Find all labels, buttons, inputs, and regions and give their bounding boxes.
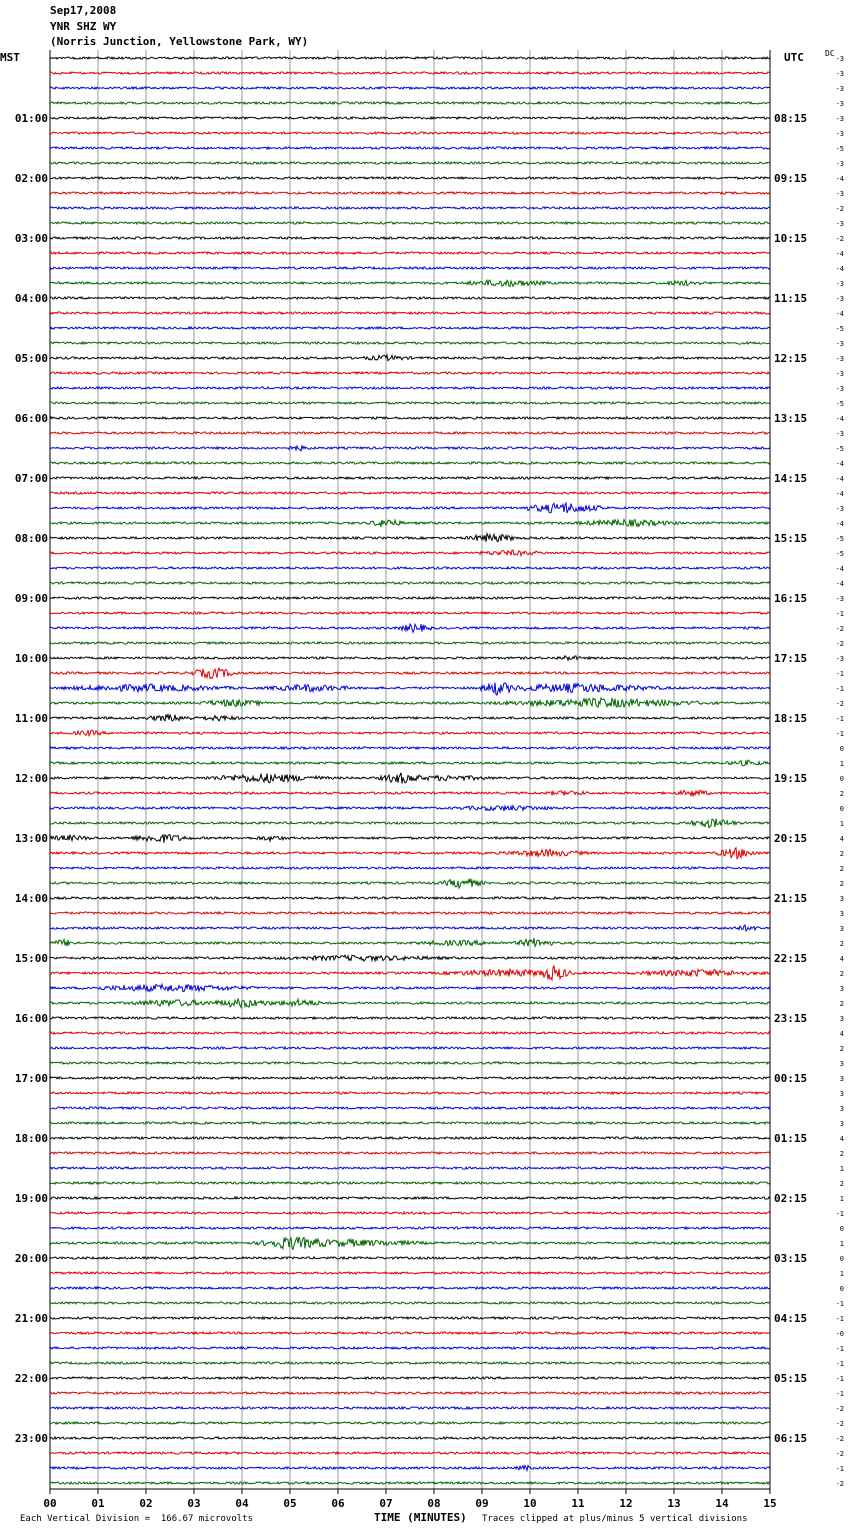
dc-offset-label: -3 — [835, 220, 844, 228]
dc-offset-label: -3 — [835, 355, 844, 363]
trace-12 — [50, 237, 770, 239]
trace-16 — [50, 297, 770, 299]
dc-offset-label: 3 — [839, 1090, 844, 1098]
trace-1 — [50, 72, 770, 74]
dc-offset-label: -3 — [835, 115, 844, 123]
trace-26 — [50, 445, 770, 451]
dc-offset-label: -5 — [835, 535, 844, 543]
dc-offset-label: -1 — [835, 1300, 844, 1308]
right-hour-label: 17:15 — [774, 652, 808, 665]
dc-offset-label: -3 — [835, 70, 844, 78]
left-hour-label: 13:00 — [14, 832, 48, 845]
dc-offset-label: -0 — [835, 1330, 844, 1338]
right-hour-label: 05:15 — [774, 1372, 808, 1385]
dc-offset-label: -4 — [835, 490, 844, 498]
dc-offset-label: -3 — [835, 55, 844, 63]
x-tick-label: 13 — [667, 1497, 681, 1510]
left-hour-label: 08:00 — [14, 532, 48, 545]
trace-86 — [50, 1347, 770, 1349]
plot-date: Sep17,2008 — [50, 4, 117, 17]
trace-18 — [50, 327, 770, 329]
trace-81 — [50, 1272, 770, 1274]
trace-40 — [50, 656, 770, 660]
right-hour-label: 11:15 — [774, 292, 808, 305]
dc-offset-label: -5 — [835, 145, 844, 153]
trace-56 — [50, 897, 770, 899]
left-hour-label: 05:00 — [14, 352, 48, 365]
dc-offset-label: -4 — [835, 475, 844, 483]
left-hour-label: 19:00 — [14, 1192, 48, 1205]
dc-offset-label: 1 — [839, 1165, 844, 1173]
trace-7 — [50, 162, 770, 164]
trace-28 — [50, 477, 770, 479]
left-hour-label: 14:00 — [14, 892, 48, 905]
dc-offset-label: -1 — [835, 610, 844, 618]
trace-59 — [50, 938, 770, 946]
trace-4 — [50, 117, 770, 119]
trace-39 — [50, 642, 770, 644]
right-hour-label: 14:15 — [774, 472, 808, 485]
trace-30 — [50, 503, 770, 513]
x-tick-label: 02 — [139, 1497, 153, 1510]
dc-offset-label: 3 — [839, 895, 844, 903]
trace-32 — [50, 534, 770, 542]
trace-85 — [50, 1332, 770, 1334]
trace-10 — [50, 207, 770, 209]
trace-11 — [50, 222, 770, 224]
left-hour-labels — [15, 112, 48, 1445]
left-hour-label: 01:00 — [14, 112, 48, 125]
left-hour-label: 22:00 — [14, 1372, 48, 1385]
dc-offset-label: -4 — [835, 460, 844, 468]
right-hour-label: 15:15 — [774, 532, 808, 545]
trace-45 — [50, 730, 770, 735]
dc-offset-label: 2 — [839, 1000, 844, 1008]
dc-offset-label: 2 — [839, 970, 844, 978]
trace-77 — [50, 1212, 770, 1214]
x-tick-label: 08 — [427, 1497, 441, 1510]
dc-offset-labels — [836, 55, 844, 1488]
trace-25 — [50, 432, 770, 434]
dc-offset-label: -4 — [835, 580, 844, 588]
trace-69 — [50, 1092, 770, 1094]
x-tick-label: 04 — [235, 1497, 249, 1510]
dc-offset-label: -2 — [835, 1450, 844, 1458]
trace-89 — [50, 1392, 770, 1394]
left-hour-label: 03:00 — [14, 232, 48, 245]
dc-offset-label: 0 — [839, 1225, 844, 1233]
trace-48 — [50, 773, 770, 784]
dc-offset-label: 2 — [839, 1150, 844, 1158]
dc-offset-label: -1 — [835, 1345, 844, 1353]
dc-offset-label: -5 — [835, 400, 844, 408]
dc-offset-label: 1 — [839, 760, 844, 768]
left-hour-label: 11:00 — [14, 712, 48, 725]
dc-offset-label: 1 — [839, 1240, 844, 1248]
dc-offset-label: 2 — [839, 1045, 844, 1053]
dc-offset-label: 1 — [839, 1270, 844, 1278]
dc-offset-label: -3 — [835, 280, 844, 288]
trace-60 — [50, 955, 770, 961]
left-hour-label: 02:00 — [14, 172, 48, 185]
dc-offset-label: -2 — [835, 1405, 844, 1413]
dc-offset-label: 2 — [839, 790, 844, 798]
trace-37 — [50, 612, 770, 614]
dc-offset-label: -5 — [835, 325, 844, 333]
x-tick-label: 05 — [283, 1497, 297, 1510]
left-hour-label: 18:00 — [14, 1132, 48, 1145]
left-hour-label: 07:00 — [14, 472, 48, 485]
trace-29 — [50, 492, 770, 494]
x-tick-label: 00 — [43, 1497, 57, 1510]
trace-65 — [50, 1032, 770, 1034]
dc-offset-label: -2 — [835, 625, 844, 633]
x-tick-label: 06 — [331, 1497, 345, 1510]
right-timezone-label: UTC — [784, 51, 804, 64]
x-tick-label: 10 — [523, 1497, 537, 1510]
trace-66 — [50, 1047, 770, 1049]
trace-46 — [50, 747, 770, 749]
dc-offset-label: 3 — [839, 1060, 844, 1068]
right-hour-label: 00:15 — [774, 1072, 808, 1085]
trace-13 — [50, 252, 770, 254]
dc-offset-label: 3 — [839, 910, 844, 918]
dc-offset-label: -4 — [835, 565, 844, 573]
dc-offset-label: 3 — [839, 1120, 844, 1128]
dc-offset-label: 3 — [839, 1105, 844, 1113]
dc-column-label: DC — [825, 49, 835, 58]
trace-80 — [50, 1257, 770, 1259]
trace-20 — [50, 355, 770, 360]
right-hour-label: 13:15 — [774, 412, 808, 425]
trace-23 — [50, 402, 770, 404]
x-tick-label: 12 — [619, 1497, 633, 1510]
trace-9 — [50, 192, 770, 194]
trace-52 — [50, 834, 770, 842]
dc-offset-label: 0 — [839, 805, 844, 813]
trace-53 — [50, 848, 770, 859]
left-hour-label: 15:00 — [14, 952, 48, 965]
dc-offset-label: -3 — [835, 295, 844, 303]
left-timezone-label: MST — [0, 51, 20, 64]
trace-54 — [50, 867, 770, 869]
dc-offset-label: -3 — [835, 430, 844, 438]
left-hour-label: 04:00 — [14, 292, 48, 305]
dc-offset-label: 1 — [839, 820, 844, 828]
dc-offset-label: 2 — [839, 1180, 844, 1188]
right-hour-label: 22:15 — [774, 952, 808, 965]
scale-note: Each Vertical Division = 166.67 microvolts — [20, 1514, 253, 1524]
trace-78 — [50, 1227, 770, 1229]
dc-offset-label: 2 — [839, 940, 844, 948]
left-hour-label: 16:00 — [14, 1012, 48, 1025]
trace-72 — [50, 1137, 770, 1139]
trace-84 — [50, 1317, 770, 1319]
seismic-traces — [50, 57, 770, 1484]
dc-offset-label: 0 — [839, 1255, 844, 1263]
trace-79 — [50, 1237, 770, 1249]
dc-offset-label: -2 — [835, 1480, 844, 1488]
trace-22 — [50, 387, 770, 389]
trace-63 — [50, 998, 770, 1007]
x-tick-label: 11 — [571, 1497, 585, 1510]
right-hour-label: 03:15 — [774, 1252, 808, 1265]
dc-offset-label: 3 — [839, 925, 844, 933]
trace-73 — [50, 1152, 770, 1154]
dc-offset-label: -2 — [835, 640, 844, 648]
trace-5 — [50, 132, 770, 134]
dc-offset-label: -3 — [835, 85, 844, 93]
trace-31 — [50, 519, 770, 527]
dc-offset-label: -4 — [835, 250, 844, 258]
right-hour-label: 20:15 — [774, 832, 808, 845]
dc-offset-label: -3 — [835, 160, 844, 168]
right-hour-label: 18:15 — [774, 712, 808, 725]
left-hour-label: 17:00 — [14, 1072, 48, 1085]
dc-offset-label: -2 — [835, 1420, 844, 1428]
dc-offset-label: -5 — [835, 445, 844, 453]
dc-offset-label: -4 — [835, 520, 844, 528]
trace-82 — [50, 1287, 770, 1289]
trace-33 — [50, 550, 770, 555]
x-tick-label: 01 — [91, 1497, 105, 1510]
right-hour-labels — [774, 112, 807, 1445]
trace-36 — [50, 597, 770, 599]
trace-74 — [50, 1167, 770, 1169]
trace-19 — [50, 342, 770, 344]
right-hour-label: 23:15 — [774, 1012, 808, 1025]
dc-offset-label: 4 — [839, 1030, 844, 1038]
dc-offset-label: -3 — [835, 595, 844, 603]
right-hour-label: 01:15 — [774, 1132, 808, 1145]
dc-offset-label: 1 — [839, 1195, 844, 1203]
dc-offset-label: -4 — [835, 415, 844, 423]
trace-61 — [50, 966, 770, 980]
trace-62 — [50, 984, 770, 991]
left-hour-label: 10:00 — [14, 652, 48, 665]
dc-offset-label: -2 — [835, 1435, 844, 1443]
dc-offset-label: 3 — [839, 985, 844, 993]
trace-38 — [50, 624, 770, 632]
dc-offset-label: -2 — [835, 700, 844, 708]
right-hour-label: 04:15 — [774, 1312, 808, 1325]
trace-41 — [50, 668, 770, 678]
right-hour-label: 09:15 — [774, 172, 808, 185]
trace-17 — [50, 312, 770, 314]
dc-offset-label: -3 — [835, 505, 844, 513]
left-hour-label: 23:00 — [14, 1432, 48, 1445]
dc-offset-label: -3 — [835, 655, 844, 663]
x-tick-label: 03 — [187, 1497, 201, 1510]
dc-offset-label: -3 — [835, 340, 844, 348]
left-hour-label: 09:00 — [14, 592, 48, 605]
clip-note: Traces clipped at plus/minus 5 vertical divisions — [482, 1514, 748, 1524]
trace-14 — [50, 267, 770, 269]
dc-offset-label: -2 — [835, 235, 844, 243]
trace-94 — [50, 1466, 770, 1471]
left-hour-label: 12:00 — [14, 772, 48, 785]
left-hour-label: 20:00 — [14, 1252, 48, 1265]
dc-offset-label: 4 — [839, 955, 844, 963]
dc-offset-label: 4 — [839, 835, 844, 843]
trace-43 — [50, 698, 770, 707]
dc-offset-label: -3 — [835, 370, 844, 378]
right-hour-label: 06:15 — [774, 1432, 808, 1445]
right-hour-label: 02:15 — [774, 1192, 808, 1205]
dc-offset-label: -1 — [835, 1465, 844, 1473]
trace-24 — [50, 417, 770, 419]
trace-50 — [50, 806, 770, 811]
dc-offset-label: -4 — [835, 175, 844, 183]
trace-44 — [50, 714, 770, 720]
trace-47 — [50, 760, 770, 766]
station-location: (Norris Junction, Yellowstone Park, WY) — [50, 35, 309, 48]
dc-offset-label: -3 — [835, 130, 844, 138]
trace-0 — [50, 57, 770, 59]
dc-offset-label: -4 — [835, 310, 844, 318]
dc-offset-label: -1 — [835, 715, 844, 723]
trace-91 — [50, 1422, 770, 1424]
trace-27 — [50, 462, 770, 464]
dc-offset-label: -3 — [835, 190, 844, 198]
right-hour-label: 19:15 — [774, 772, 808, 785]
dc-offset-label: -1 — [835, 670, 844, 678]
dc-offset-label: -1 — [835, 1390, 844, 1398]
x-tick-label: 15 — [763, 1497, 777, 1510]
dc-offset-label: 2 — [839, 880, 844, 888]
trace-93 — [50, 1452, 770, 1454]
dc-offset-label: -2 — [835, 205, 844, 213]
trace-87 — [50, 1362, 770, 1364]
left-hour-label: 21:00 — [14, 1312, 48, 1325]
trace-57 — [50, 912, 770, 914]
dc-offset-label: 2 — [839, 865, 844, 873]
trace-15 — [50, 280, 770, 286]
dc-offset-label: -1 — [835, 685, 844, 693]
trace-55 — [50, 879, 770, 888]
trace-2 — [50, 87, 770, 89]
dc-offset-label: -1 — [835, 1375, 844, 1383]
trace-35 — [50, 582, 770, 584]
dc-offset-label: 0 — [839, 1285, 844, 1293]
trace-64 — [50, 1017, 770, 1019]
left-hour-label: 06:00 — [14, 412, 48, 425]
dc-offset-label: -5 — [835, 550, 844, 558]
trace-95 — [50, 1482, 770, 1484]
dc-offset-label: -1 — [835, 1210, 844, 1218]
trace-88 — [50, 1377, 770, 1379]
x-axis-ticks — [43, 1489, 776, 1510]
dc-offset-label: -1 — [835, 730, 844, 738]
trace-6 — [50, 147, 770, 149]
right-hour-label: 08:15 — [774, 112, 808, 125]
trace-75 — [50, 1182, 770, 1184]
trace-90 — [50, 1407, 770, 1409]
trace-8 — [50, 177, 770, 179]
dc-offset-label: -3 — [835, 385, 844, 393]
dc-offset-label: 3 — [839, 1015, 844, 1023]
right-hour-label: 12:15 — [774, 352, 808, 365]
trace-71 — [50, 1122, 770, 1124]
dc-offset-label: 4 — [839, 1135, 844, 1143]
station-code: YNR SHZ WY — [50, 20, 117, 33]
dc-offset-label: -1 — [835, 1315, 844, 1323]
x-tick-label: 14 — [715, 1497, 729, 1510]
dc-offset-label: 0 — [839, 775, 844, 783]
trace-51 — [50, 819, 770, 828]
trace-67 — [50, 1062, 770, 1064]
dc-offset-label: -3 — [835, 100, 844, 108]
trace-42 — [50, 683, 770, 695]
dc-offset-label: -4 — [835, 265, 844, 273]
trace-3 — [50, 102, 770, 104]
right-hour-label: 16:15 — [774, 592, 808, 605]
x-axis-title: TIME (MINUTES) — [374, 1511, 467, 1524]
dc-offset-label: 0 — [839, 745, 844, 753]
trace-49 — [50, 790, 770, 796]
dc-offset-label: 3 — [839, 1075, 844, 1083]
dc-offset-label: -1 — [835, 1360, 844, 1368]
dc-offset-label: 2 — [839, 850, 844, 858]
trace-68 — [50, 1077, 770, 1079]
trace-58 — [50, 925, 770, 931]
x-tick-label: 07 — [379, 1497, 393, 1510]
trace-70 — [50, 1107, 770, 1109]
right-hour-label: 10:15 — [774, 232, 808, 245]
trace-83 — [50, 1302, 770, 1304]
trace-34 — [50, 567, 770, 569]
trace-92 — [50, 1437, 770, 1439]
right-hour-label: 21:15 — [774, 892, 808, 905]
x-tick-label: 09 — [475, 1497, 489, 1510]
trace-21 — [50, 372, 770, 374]
trace-76 — [50, 1197, 770, 1199]
